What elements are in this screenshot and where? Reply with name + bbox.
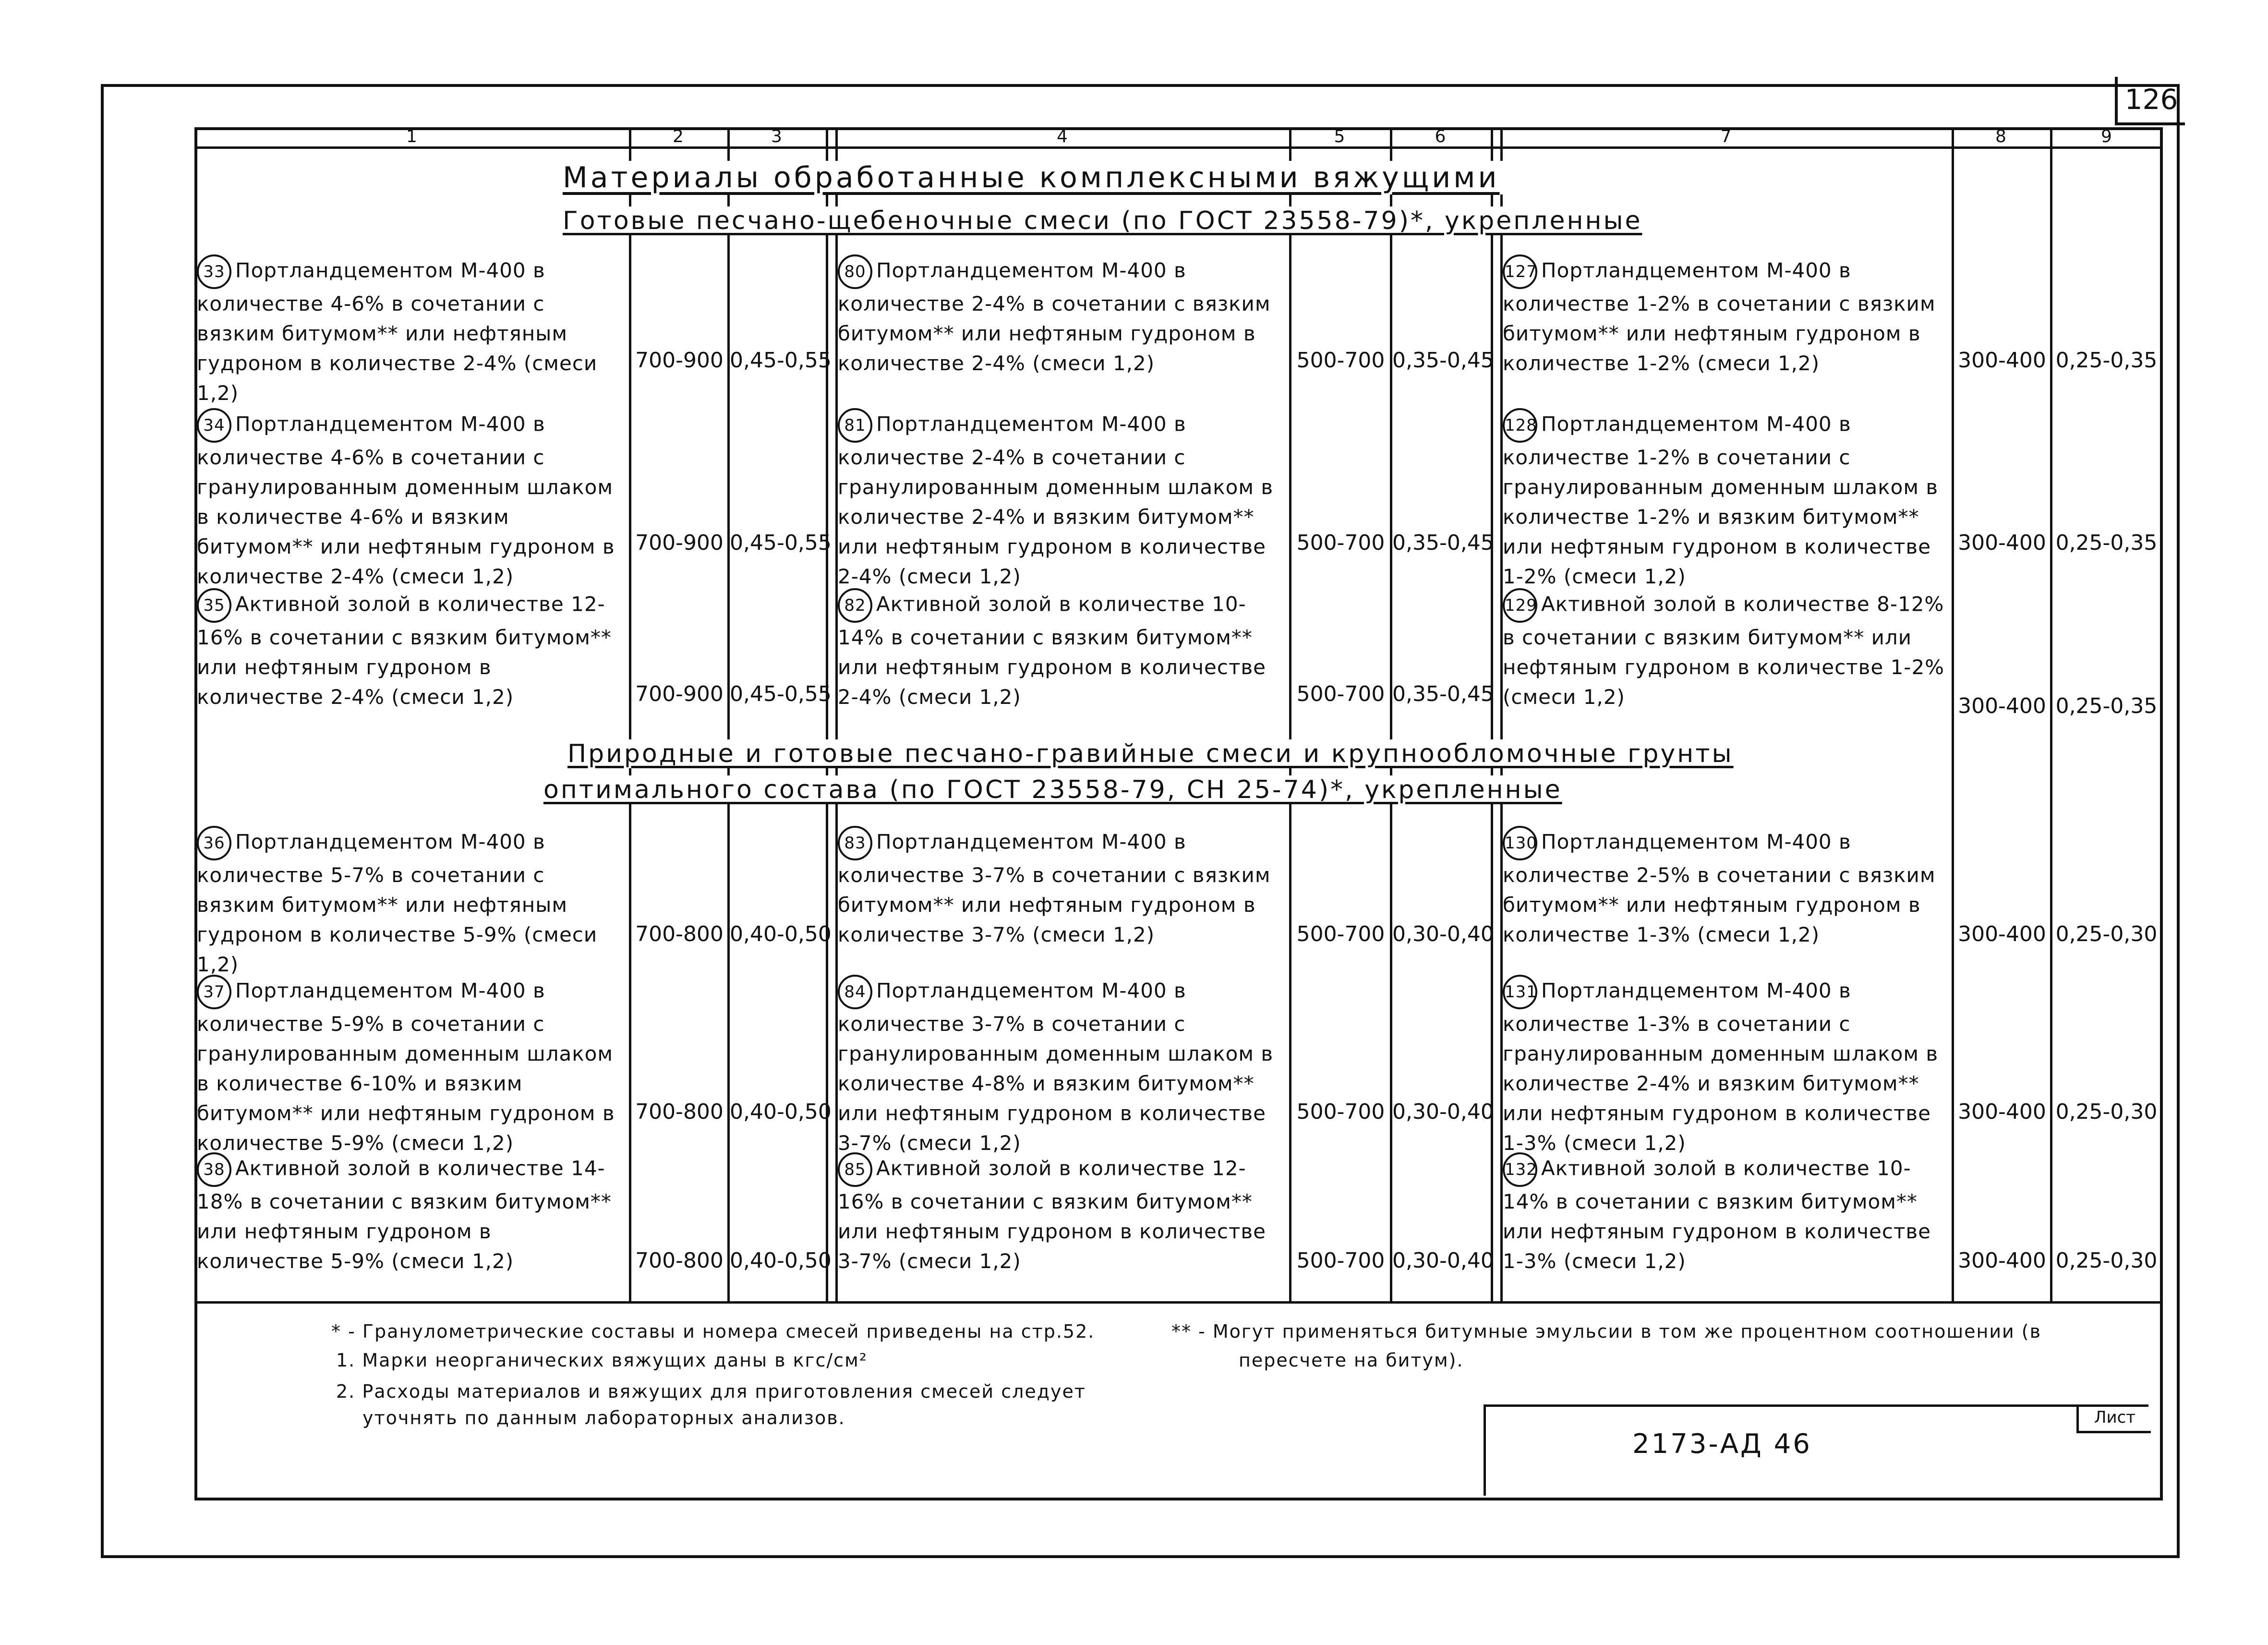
material-cell: 35 Активной золой в количестве 12-16% в сочетании с вязким битумом** или нефтяным гудроном в количестве 2-4% (смеси 1,2): [197, 588, 624, 712]
material-cell: 132 Активной золой в количестве 10-14% в сочетании с вязким битумом** или нефтяным гудроном в количестве 1-3% (смеси 1,2): [1503, 1152, 1949, 1276]
value-cell: 0,30-0,40: [1392, 1100, 1494, 1124]
sheet-label: Лист: [2076, 1404, 2151, 1433]
note-2b: уточнять по данным лабораторных анализов.: [362, 1407, 845, 1428]
value-cell: 700-800: [635, 1248, 724, 1273]
col-line: [629, 127, 631, 1301]
item-number: 33: [197, 254, 231, 289]
value-cell: 0,40-0,50: [730, 1100, 832, 1124]
col-line: [826, 127, 828, 1301]
note-double-star: ** - Могут применяться битумные эмульсии в том же процентном соотношении (в: [1171, 1321, 2042, 1342]
value-cell: 0,30-0,40: [1392, 1248, 1494, 1273]
item-number: 85: [838, 1152, 872, 1187]
material-cell: 129 Активной золой в количестве 8-12% в сочетании с вязким битумом** или нефтяным гудроном в количестве 1-2% (смеси 1,2): [1503, 588, 1949, 712]
value-cell: 700-800: [635, 922, 724, 946]
section-title-2a: Природные и готовые песчано-гравийные смеси и крупнообломочные грунты: [562, 739, 1739, 768]
item-number: 131: [1503, 975, 1537, 1009]
item-number: 83: [838, 826, 872, 860]
item-number: 130: [1503, 826, 1537, 860]
section-title-2b: оптимального состава (по ГОСТ 23558-79, СН 25-74)*, укрепленные: [538, 775, 1568, 804]
material-cell: 128 Портландцементом М-400 в количестве 1-2% в сочетании с гранулированным доменным шлаком в количестве 1-2% и вязким битумом** или нефтяным гудроном в количестве 1-2% (смеси 1,2): [1503, 408, 1949, 592]
title-block: [1484, 1404, 2148, 1496]
material-cell: 130 Портландцементом М-400 в количестве 2-5% в сочетании с вязким битумом** или нефтяным гудроном в количестве 1-3% (смеси 1,2): [1503, 826, 1949, 950]
sheet-number: 126: [2115, 77, 2185, 125]
drawing-code: 2173-АД 46: [1632, 1428, 1812, 1460]
value-cell: 500-700: [1296, 922, 1385, 946]
material-cell: 83 Портландцементом М-400 в количестве 3-7% в сочетании с вязким битумом** или нефтяным гудроном в количестве 3-7% (смеси 1,2): [838, 826, 1284, 950]
column-number: 8: [1995, 127, 2006, 146]
material-cell: 84 Портландцементом М-400 в количестве 3-7% в сочетании с гранулированным доменным шлаком в количестве 4-8% и вязким битумом** или нефтяным гудроном в количестве 3-7% (смеси 1,2): [838, 975, 1284, 1158]
note-2a: 2. Расходы материалов и вяжущих для приготовления смесей следует: [336, 1381, 1086, 1402]
value-cell: 300-400: [1958, 348, 2046, 373]
item-number: 38: [197, 1152, 231, 1187]
item-number: 128: [1503, 408, 1537, 443]
material-cell: 81 Портландцементом М-400 в количестве 2-4% в сочетании с гранулированным доменным шлаком в количестве 2-4% и вязким битумом** или нефтяным гудроном в количестве 2-4% (смеси 1,2): [838, 408, 1284, 592]
value-cell: 0,45-0,55: [730, 682, 832, 706]
value-cell: 0,40-0,50: [730, 922, 832, 946]
material-cell: 34 Портландцементом М-400 в количестве 4-6% в сочетании с гранулированным доменным шлаком в количестве 4-6% и вязким битумом** или нефтяным гудроном в количестве 2-4% (смеси 1,2): [197, 408, 624, 592]
column-number: 2: [673, 127, 684, 146]
column-number: 6: [1435, 127, 1446, 146]
item-number: 81: [838, 408, 872, 443]
col-line: [1491, 127, 1493, 1301]
value-cell: 500-700: [1296, 1100, 1385, 1124]
material-cell: 36 Портландцементом М-400 в количестве 5-7% в сочетании с вязким битумом** или нефтяным гудроном в количестве 5-9% (смеси 1,2): [197, 826, 624, 980]
value-cell: 0,25-0,35: [2055, 348, 2158, 373]
column-number: 3: [771, 127, 782, 146]
value-cell: 0,40-0,50: [730, 1248, 832, 1273]
value-cell: 0,35-0,45: [1392, 348, 1494, 373]
column-number: 1: [406, 127, 417, 146]
column-number: 7: [1720, 127, 1732, 146]
col-line: [1289, 127, 1291, 1301]
section-title-1: Готовые песчано-щебеночные смеси (по ГОСТ 23558-79)*, укрепленные: [557, 206, 1648, 235]
item-number: 37: [197, 975, 231, 1009]
note-1: 1. Марки неорганических вяжущих даны в кгс/см²: [336, 1350, 868, 1371]
header-row-line: [194, 146, 2163, 149]
value-cell: 500-700: [1296, 531, 1385, 555]
value-cell: 0,25-0,30: [2055, 1248, 2158, 1273]
material-cell: 85 Активной золой в количестве 12-16% в сочетании с вязким битумом** или нефтяным гудроном в количестве 3-7% (смеси 1,2): [838, 1152, 1284, 1276]
value-cell: 500-700: [1296, 682, 1385, 706]
value-cell: 0,45-0,55: [730, 531, 832, 555]
item-number: 82: [838, 588, 872, 623]
value-cell: 700-900: [635, 348, 724, 373]
value-cell: 300-400: [1958, 922, 2046, 946]
col-line: [727, 127, 730, 1301]
material-cell: 131 Портландцементом М-400 в количестве 1-3% в сочетании с гранулированным доменным шлаком в количестве 2-4% и вязким битумом** или нефтяным гудроном в количестве 1-3% (смеси 1,2): [1503, 975, 1949, 1158]
note-double-star-cont: пересчете на битум).: [1239, 1350, 1464, 1371]
item-number: 36: [197, 826, 231, 860]
value-cell: 300-400: [1958, 1100, 2046, 1124]
material-cell: 33 Портландцементом М-400 в количестве 4-6% в сочетании с вязким битумом** или нефтяным гудроном в количестве 2-4% (смеси 1,2): [197, 254, 624, 408]
item-number: 129: [1503, 588, 1537, 623]
value-cell: 0,25-0,35: [2055, 694, 2158, 718]
column-number: 4: [1057, 127, 1068, 146]
value-cell: 500-700: [1296, 1248, 1385, 1273]
item-number: 127: [1503, 254, 1537, 289]
value-cell: 700-800: [635, 1100, 724, 1124]
item-number: 35: [197, 588, 231, 623]
value-cell: 700-900: [635, 531, 724, 555]
value-cell: 700-900: [635, 682, 724, 706]
main-title: Материалы обработанные комплексными вяжущими: [557, 161, 1506, 194]
value-cell: 0,25-0,30: [2055, 1100, 2158, 1124]
value-cell: 300-400: [1958, 1248, 2046, 1273]
value-cell: 0,45-0,55: [730, 348, 832, 373]
note-star: * - Гранулометрические составы и номера смесей приведены на стр.52.: [331, 1321, 1095, 1342]
column-number: 5: [1334, 127, 1345, 146]
material-cell: 82 Активной золой в количестве 10-14% в сочетании с вязким битумом** или нефтяным гудроном в количестве 2-4% (смеси 1,2): [838, 588, 1284, 712]
material-cell: 37 Портландцементом М-400 в количестве 5-9% в сочетании с гранулированным доменным шлаком в количестве 6-10% и вязким битумом** или нефтяным гудроном в количестве 5-9% (смеси 1,2): [197, 975, 624, 1158]
material-cell: 38 Активной золой в количестве 14-18% в сочетании с вязким битумом** или нефтяным гудроном в количестве 5-9% (смеси 1,2): [197, 1152, 624, 1276]
table-bottom-line: [194, 1301, 2163, 1304]
col-line: [1390, 127, 1392, 1301]
value-cell: 0,30-0,40: [1392, 922, 1494, 946]
material-cell: 80 Портландцементом М-400 в количестве 2-4% в сочетании с вязким битумом** или нефтяным гудроном в количестве 2-4% (смеси 1,2): [838, 254, 1284, 378]
item-number: 80: [838, 254, 872, 289]
value-cell: 500-700: [1296, 348, 1385, 373]
column-number: 9: [2101, 127, 2112, 146]
value-cell: 0,25-0,35: [2055, 531, 2158, 555]
value-cell: 300-400: [1958, 694, 2046, 718]
value-cell: 0,25-0,30: [2055, 922, 2158, 946]
item-number: 132: [1503, 1152, 1537, 1187]
material-cell: 127 Портландцементом М-400 в количестве 1-2% в сочетании с вязким битумом** или нефтяным гудроном в количестве 1-2% (смеси 1,2): [1503, 254, 1949, 378]
value-cell: 0,35-0,45: [1392, 682, 1494, 706]
value-cell: 300-400: [1958, 531, 2046, 555]
item-number: 34: [197, 408, 231, 443]
value-cell: 0,35-0,45: [1392, 531, 1494, 555]
item-number: 84: [838, 975, 872, 1009]
